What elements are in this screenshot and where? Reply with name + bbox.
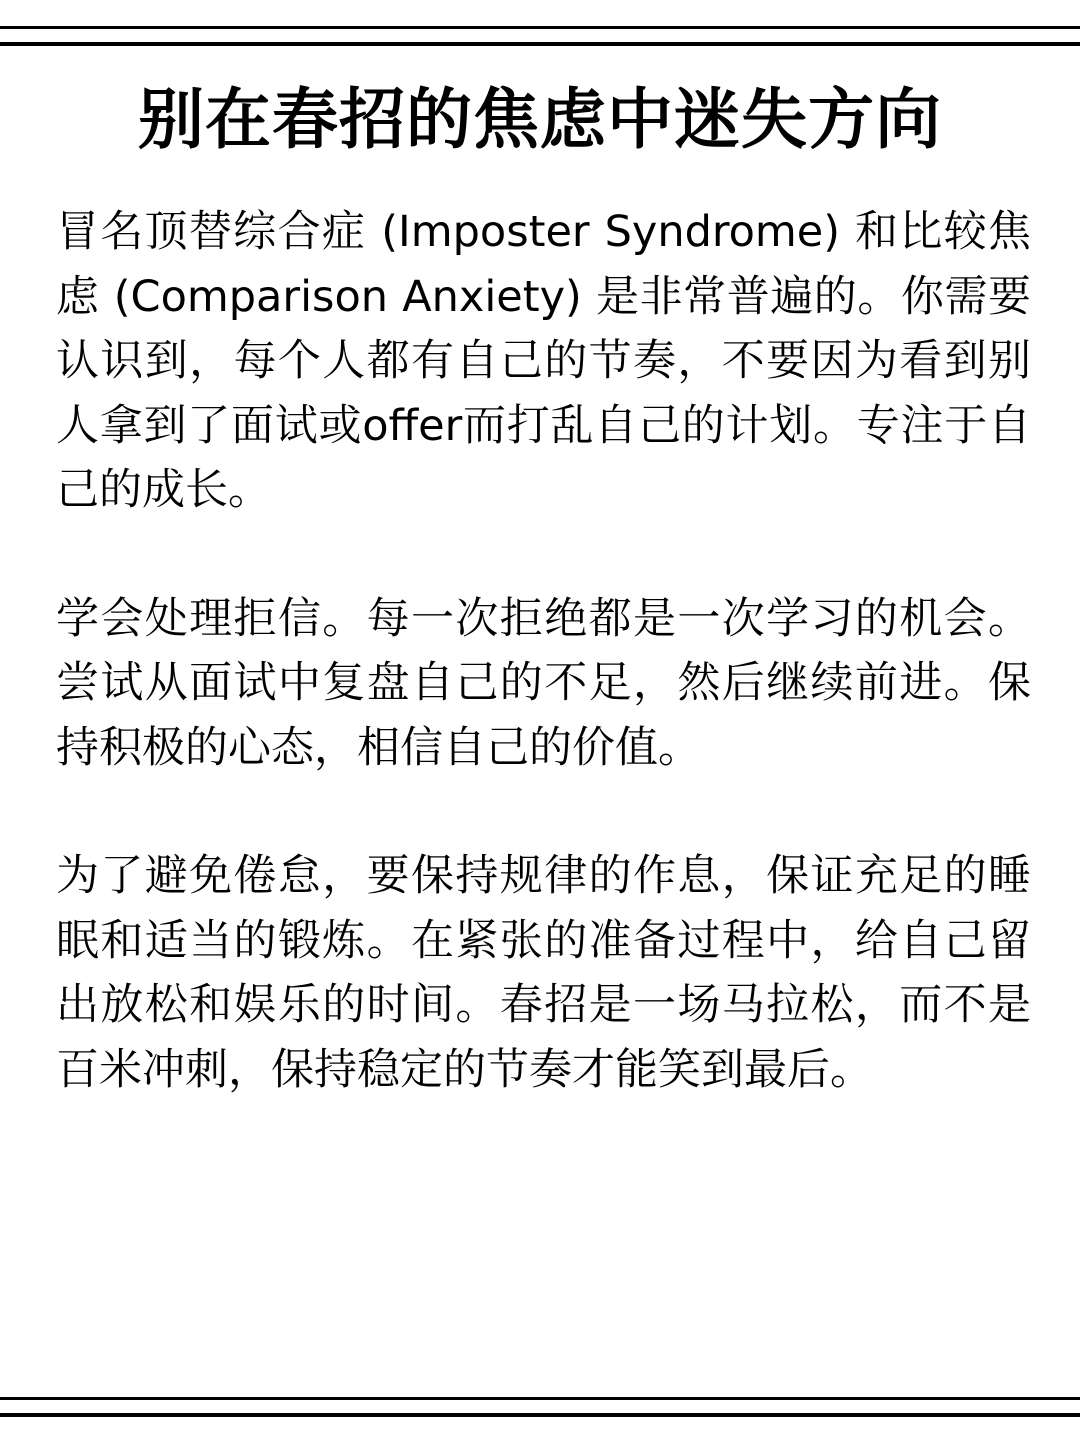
bottom-border-line-inner: [0, 1397, 1080, 1400]
top-border-line-outer: [0, 26, 1080, 29]
article-body: [56, 200, 1031, 1102]
paragraph-3: 为了避免倦怠，要保持规律的作息，保证充足的睡眠和适当的锻炼。在紧张的准备过程中，给自己留出放松和娱乐的时间。春招是一场马拉松，而不是百米冲刺，保持稳定的节奏才能笑到最后。: [56, 851, 1031, 1095]
page-title: 别在春招的焦虑中迷失方向: [138, 81, 942, 158]
paragraph-1: 冒名顶替综合症 (Imposter Syndrome) 和比较焦虑 (Comparison Anxiety) 是非常普遍的。你需要认识到，每个人都有自己的节奏，不要因为看到别人拿到了面试或offer而打乱自己的计划。专注于自己的成长。: [56, 207, 1031, 515]
top-border-line-inner: [0, 42, 1080, 46]
bottom-border-line-outer: [0, 1413, 1080, 1417]
paragraph-2: 学会处理拒信。每一次拒绝都是一次学习的机会。尝试从面试中复盘自己的不足，然后继续前进。保持积极的心态，相信自己的价值。: [56, 593, 1031, 773]
